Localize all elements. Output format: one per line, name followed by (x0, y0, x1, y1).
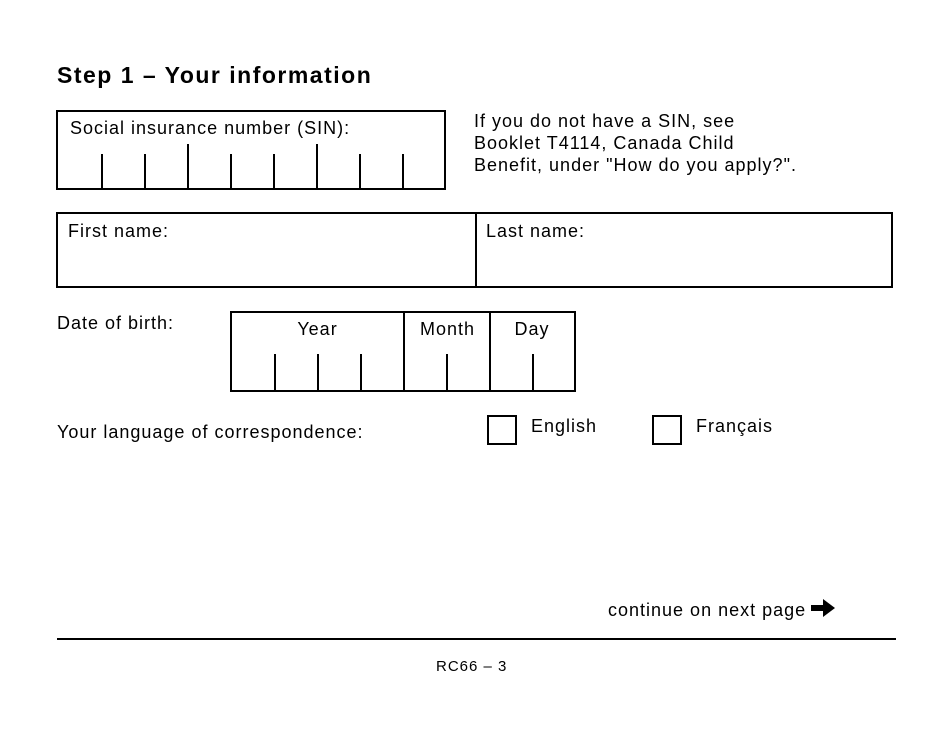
month-day-divider (489, 313, 491, 390)
continue-text: continue on next page (608, 600, 807, 620)
first-name-field[interactable] (58, 214, 475, 286)
sin-note-line: Booklet T4114, Canada Child (474, 133, 735, 153)
date-of-birth-label: Date of birth: (57, 313, 175, 333)
date-of-birth-field[interactable] (230, 311, 576, 392)
month-digit-divider (446, 354, 448, 390)
sin-digit-divider (101, 154, 103, 188)
day-label: Day (514, 319, 550, 339)
french-option-label: Français (696, 416, 774, 436)
sin-field[interactable] (56, 110, 446, 190)
page-number: RC66 – 3 (436, 658, 508, 675)
continue-note (608, 597, 836, 624)
language-label: Your language of correspondence: (57, 422, 364, 442)
year-label: Year (297, 319, 338, 339)
english-option-label: English (531, 416, 598, 436)
sin-group-divider (187, 144, 189, 188)
year-digit-divider (317, 354, 319, 390)
sin-group-divider (316, 144, 318, 188)
footer-rule (57, 638, 896, 640)
name-fields (56, 212, 893, 288)
sin-digit-divider (359, 154, 361, 188)
french-checkbox[interactable] (652, 415, 682, 445)
year-digit-divider (360, 354, 362, 390)
sin-help-note (474, 110, 797, 176)
year-month-divider (403, 313, 405, 390)
english-checkbox[interactable] (487, 415, 517, 445)
arrow-right-icon-svg (810, 597, 836, 619)
last-name-label: Last name: (486, 221, 586, 241)
sin-digit-divider (230, 154, 232, 188)
sin-note-line: Benefit, under "How do you apply?". (474, 155, 797, 175)
sin-label: Social insurance number (SIN): (70, 118, 351, 138)
day-digit-divider (532, 354, 534, 390)
sin-note-line: If you do not have a SIN, see (474, 111, 736, 131)
last-name-field[interactable] (477, 214, 891, 286)
month-label: Month (419, 319, 476, 339)
year-digit-divider (274, 354, 276, 390)
arrow-right-icon (810, 597, 836, 624)
page-title: Step 1 – Your information (57, 62, 373, 88)
first-name-label: First name: (68, 221, 170, 241)
sin-digit-divider (144, 154, 146, 188)
sin-digit-divider (273, 154, 275, 188)
sin-digit-divider (402, 154, 404, 188)
